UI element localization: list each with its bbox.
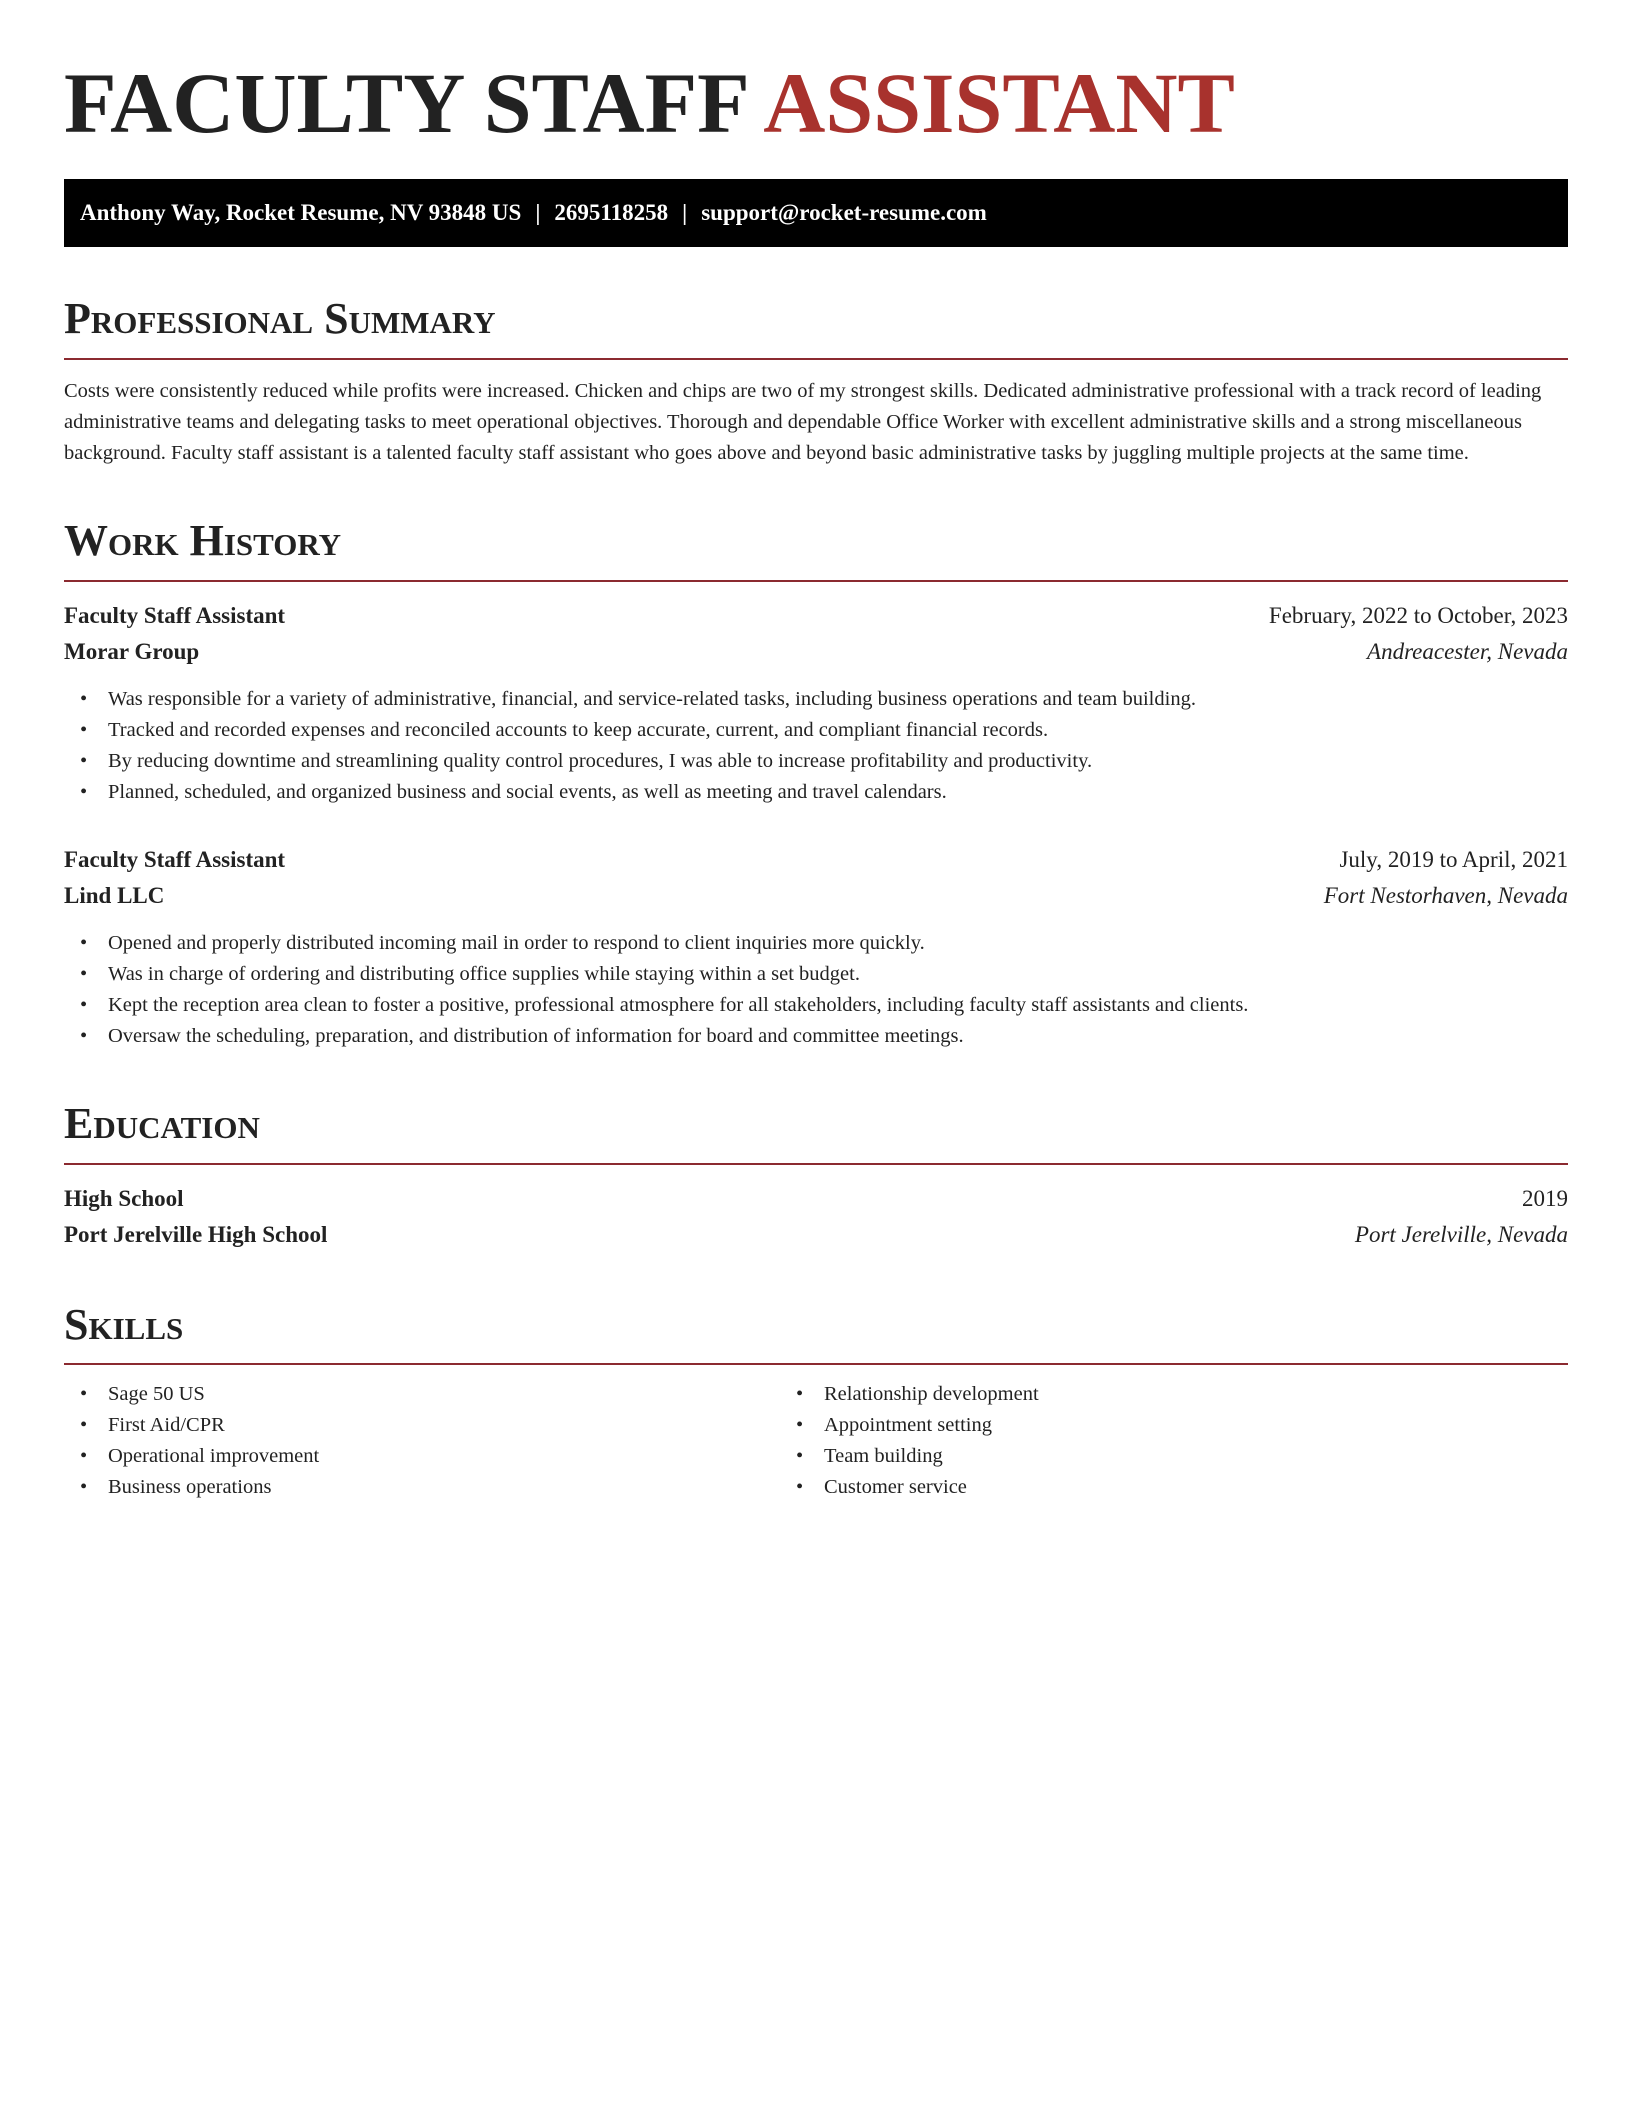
job-title: Faculty Staff Assistant [64, 602, 286, 628]
skills-column-right [796, 1379, 1548, 1503]
contact-address: Anthony Way, Rocket Resume, NV 93848 US [80, 200, 522, 226]
job-bullet: • Oversaw the scheduling, preparation, and distribution of information for board and committee meetings. [80, 1021, 1568, 1052]
section-title-skills: Skills [64, 1299, 184, 1349]
job-company-row [64, 634, 1568, 670]
contact-separator: | [682, 200, 688, 226]
skill-item: • Customer service [796, 1472, 1548, 1503]
job-location: Andreacester, Nevada [1367, 638, 1568, 664]
job-bullet-list [64, 928, 1568, 1052]
job-entry [64, 598, 1568, 808]
skill-item: • Appointment setting [796, 1410, 1548, 1441]
job-title: Faculty Staff Assistant [64, 846, 286, 872]
contact-separator: | [535, 200, 541, 226]
skill-item: • Business operations [80, 1472, 816, 1503]
job-bullet: • By reducing downtime and streamlining quality control procedures, I was able to increase profitability and productivity. [80, 746, 1568, 777]
skill-item: • Team building [796, 1441, 1548, 1472]
job-company-row [64, 878, 1568, 914]
section-divider [64, 358, 1568, 360]
education-entry [64, 1181, 1568, 1253]
section-divider [64, 1363, 1568, 1365]
section-divider [64, 1163, 1568, 1165]
job-bullet-list [64, 684, 1568, 808]
section-title-summary: Professional Summary [64, 294, 496, 344]
contact-email: support@rocket-resume.com [701, 200, 987, 226]
education-header-row [64, 1181, 1568, 1217]
job-company: Lind LLC [64, 882, 165, 908]
contact-bar [64, 179, 1568, 247]
resume-title [64, 52, 1568, 155]
education-location: Port Jerelville, Nevada [1354, 1221, 1568, 1247]
education-year: 2019 [1522, 1185, 1568, 1211]
skill-item: • First Aid/CPR [80, 1410, 816, 1441]
job-header-row [64, 842, 1568, 878]
job-bullet: • Tracked and recorded expenses and reconciled accounts to keep accurate, current, and compliant financial records. [80, 715, 1568, 746]
section-title-education: Education [64, 1098, 260, 1148]
skill-item: • Operational improvement [80, 1441, 816, 1472]
job-bullet: • Planned, scheduled, and organized business and social events, as well as meeting and travel calendars. [80, 777, 1568, 808]
job-entry [64, 842, 1568, 1052]
job-location: Fort Nestorhaven, Nevada [1323, 882, 1568, 908]
job-company: Morar Group [64, 638, 200, 664]
education-degree: High School [64, 1185, 184, 1211]
title-accent-part: ASSISTANT [763, 55, 1235, 151]
skill-item: • Relationship development [796, 1379, 1548, 1410]
job-bullet: • Was in charge of ordering and distributing office supplies while staying within a set budget. [80, 959, 1568, 990]
education-school: Port Jerelville High School [64, 1221, 328, 1247]
title-dark-part: FACULTY STAFF [64, 55, 747, 151]
skills-grid [64, 1379, 1568, 1503]
summary-text: Costs were consistently reduced while profits were increased. Chicken and chips are two of my strongest skills. Dedicated administrative professional with a track record of leading administrative teams and delegating tasks to meet operational objectives. Thorough and dependable Office Worker with excellent administrative skills and a strong miscellaneous background. Faculty staff assistant is a talented faculty staff assistant who goes above and beyond basic administrative tasks by juggling multiple projects at the same time. [64, 379, 1542, 464]
job-bullet: • Opened and properly distributed incoming mail in order to respond to client inquiries more quickly. [80, 928, 1568, 959]
education-school-row [64, 1217, 1568, 1253]
job-dates: February, 2022 to October, 2023 [1268, 602, 1568, 628]
skill-item: • Sage 50 US [80, 1379, 816, 1410]
skills-column-left [64, 1379, 816, 1503]
job-dates: July, 2019 to April, 2021 [1339, 846, 1568, 872]
job-bullet: • Kept the reception area clean to foster a positive, professional atmosphere for all stakeholders, including faculty staff assistants and clients. [80, 990, 1568, 1021]
section-title-work-history: Work History [64, 515, 342, 565]
job-header-row [64, 598, 1568, 634]
contact-phone: 2695118258 [554, 200, 669, 226]
section-divider [64, 580, 1568, 582]
job-bullet: • Was responsible for a variety of administrative, financial, and service-related tasks, including business operations and team building. [80, 684, 1568, 715]
